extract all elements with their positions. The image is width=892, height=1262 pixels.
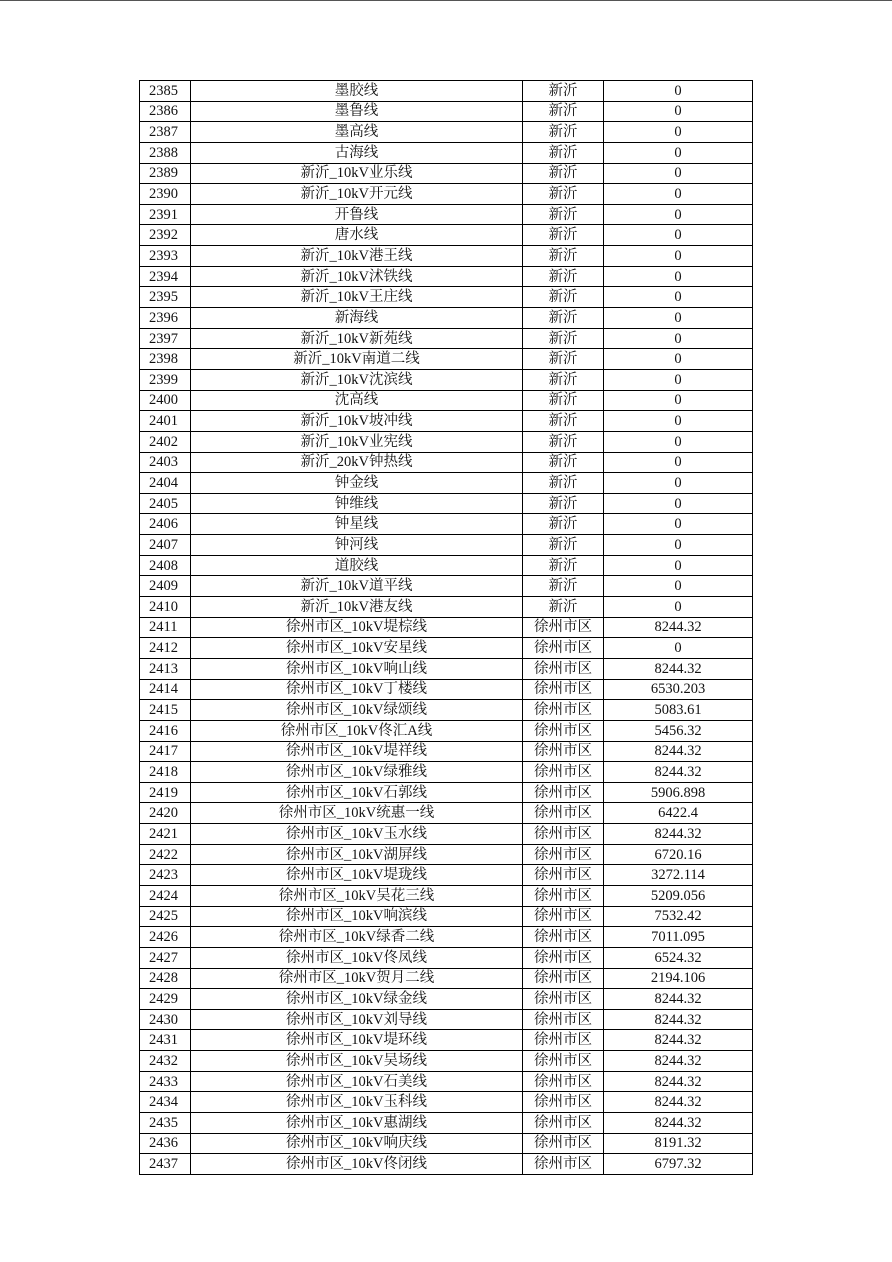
line-name-cell: 墨鲁线: [191, 101, 523, 122]
row-number-cell: 2417: [140, 741, 191, 762]
row-number-cell: 2394: [140, 266, 191, 287]
line-name-cell: 徐州市区_10kV响庆线: [191, 1133, 523, 1154]
table-row: [140, 865, 753, 886]
value-cell: 0: [604, 142, 753, 163]
region-cell: 徐州市区: [523, 617, 604, 638]
table-row: [140, 287, 753, 308]
table-row: [140, 679, 753, 700]
table-row: [140, 597, 753, 618]
line-name-cell: 徐州市区_10kV响山线: [191, 658, 523, 679]
value-cell: 8244.32: [604, 824, 753, 845]
table-row: [140, 638, 753, 659]
value-cell: 0: [604, 122, 753, 143]
line-name-cell: 新沂_10kV港王线: [191, 246, 523, 267]
value-cell: 6524.32: [604, 947, 753, 968]
row-number-cell: 2390: [140, 184, 191, 205]
value-cell: 0: [604, 597, 753, 618]
value-cell: 0: [604, 411, 753, 432]
region-cell: 徐州市区: [523, 885, 604, 906]
line-name-cell: 徐州市区_10kV绿雅线: [191, 762, 523, 783]
region-cell: 徐州市区: [523, 658, 604, 679]
region-cell: 新沂: [523, 163, 604, 184]
line-name-cell: 新沂_20kV钟热线: [191, 452, 523, 473]
region-cell: 徐州市区: [523, 700, 604, 721]
row-number-cell: 2392: [140, 225, 191, 246]
line-name-cell: 徐州市区_10kV堤祥线: [191, 741, 523, 762]
line-name-cell: 徐州市区_10kV湖屏线: [191, 844, 523, 865]
value-cell: 5906.898: [604, 782, 753, 803]
line-name-cell: 徐州市区_10kV堤珑线: [191, 865, 523, 886]
region-cell: 新沂: [523, 204, 604, 225]
region-cell: 徐州市区: [523, 824, 604, 845]
line-name-cell: 徐州市区_10kV丁楼线: [191, 679, 523, 700]
table-row: [140, 947, 753, 968]
row-number-cell: 2403: [140, 452, 191, 473]
row-number-cell: 2421: [140, 824, 191, 845]
value-cell: 0: [604, 204, 753, 225]
table-row: [140, 844, 753, 865]
value-cell: 0: [604, 431, 753, 452]
region-cell: 新沂: [523, 369, 604, 390]
table-row: [140, 1051, 753, 1072]
table-row: [140, 101, 753, 122]
row-number-cell: 2407: [140, 535, 191, 556]
line-name-cell: 徐州市区_10kV佟凤线: [191, 947, 523, 968]
value-cell: 0: [604, 349, 753, 370]
row-number-cell: 2422: [140, 844, 191, 865]
row-number-cell: 2423: [140, 865, 191, 886]
value-cell: 8191.32: [604, 1133, 753, 1154]
row-number-cell: 2432: [140, 1051, 191, 1072]
row-number-cell: 2419: [140, 782, 191, 803]
value-cell: 8244.32: [604, 741, 753, 762]
table-row: [140, 1071, 753, 1092]
table-row: [140, 266, 753, 287]
value-cell: 0: [604, 81, 753, 102]
line-name-cell: 徐州市区_10kV玉水线: [191, 824, 523, 845]
value-cell: 6530.203: [604, 679, 753, 700]
value-cell: 6720.16: [604, 844, 753, 865]
table-row: [140, 555, 753, 576]
value-cell: 5209.056: [604, 885, 753, 906]
region-cell: 徐州市区: [523, 782, 604, 803]
row-number-cell: 2401: [140, 411, 191, 432]
line-name-cell: 新沂_10kV沭铁线: [191, 266, 523, 287]
row-number-cell: 2386: [140, 101, 191, 122]
value-cell: 0: [604, 638, 753, 659]
table-row: [140, 700, 753, 721]
line-name-cell: 新沂_10kV业乐线: [191, 163, 523, 184]
region-cell: 新沂: [523, 184, 604, 205]
row-number-cell: 2397: [140, 328, 191, 349]
region-cell: 新沂: [523, 411, 604, 432]
region-cell: 新沂: [523, 349, 604, 370]
row-number-cell: 2387: [140, 122, 191, 143]
line-name-cell: 徐州市区_10kV刘导线: [191, 1009, 523, 1030]
row-number-cell: 2413: [140, 658, 191, 679]
row-number-cell: 2434: [140, 1092, 191, 1113]
table-row: [140, 989, 753, 1010]
row-number-cell: 2400: [140, 390, 191, 411]
row-number-cell: 2406: [140, 514, 191, 535]
line-name-cell: 钟星线: [191, 514, 523, 535]
row-number-cell: 2391: [140, 204, 191, 225]
line-name-cell: 新沂_10kV业宪线: [191, 431, 523, 452]
value-cell: 0: [604, 390, 753, 411]
row-number-cell: 2412: [140, 638, 191, 659]
row-number-cell: 2431: [140, 1030, 191, 1051]
region-cell: 徐州市区: [523, 968, 604, 989]
row-number-cell: 2416: [140, 720, 191, 741]
region-cell: 徐州市区: [523, 638, 604, 659]
value-cell: 0: [604, 266, 753, 287]
line-name-cell: 徐州市区_10kV吴花三线: [191, 885, 523, 906]
row-number-cell: 2393: [140, 246, 191, 267]
line-name-cell: 新沂_10kV南道二线: [191, 349, 523, 370]
value-cell: 8244.32: [604, 1071, 753, 1092]
region-cell: 新沂: [523, 142, 604, 163]
line-name-cell: 徐州市区_10kV吴场线: [191, 1051, 523, 1072]
row-number-cell: 2437: [140, 1154, 191, 1175]
region-cell: 新沂: [523, 122, 604, 143]
row-number-cell: 2426: [140, 927, 191, 948]
region-cell: 徐州市区: [523, 865, 604, 886]
row-number-cell: 2418: [140, 762, 191, 783]
region-cell: 新沂: [523, 81, 604, 102]
table-row: [140, 720, 753, 741]
line-name-cell: 徐州市区_10kV玉科线: [191, 1092, 523, 1113]
table-row: [140, 906, 753, 927]
table-row: [140, 885, 753, 906]
table-row: [140, 514, 753, 535]
value-cell: 8244.32: [604, 658, 753, 679]
value-cell: 0: [604, 246, 753, 267]
table-row: [140, 1009, 753, 1030]
value-cell: 2194.106: [604, 968, 753, 989]
region-cell: 徐州市区: [523, 1092, 604, 1113]
region-cell: 新沂: [523, 390, 604, 411]
table-row: [140, 741, 753, 762]
row-number-cell: 2428: [140, 968, 191, 989]
region-cell: 新沂: [523, 576, 604, 597]
line-name-cell: 新沂_10kV王庄线: [191, 287, 523, 308]
row-number-cell: 2427: [140, 947, 191, 968]
value-cell: 8244.32: [604, 1113, 753, 1134]
value-cell: 0: [604, 493, 753, 514]
row-number-cell: 2420: [140, 803, 191, 824]
region-cell: 新沂: [523, 266, 604, 287]
region-cell: 徐州市区: [523, 1009, 604, 1030]
value-cell: 0: [604, 308, 753, 329]
table-row: [140, 1092, 753, 1113]
line-name-cell: 墨高线: [191, 122, 523, 143]
region-cell: 徐州市区: [523, 844, 604, 865]
line-name-cell: 徐州市区_10kV响滨线: [191, 906, 523, 927]
line-name-cell: 新沂_10kV坡冲线: [191, 411, 523, 432]
table-row: [140, 617, 753, 638]
value-cell: 0: [604, 576, 753, 597]
table-row: [140, 493, 753, 514]
table-row: [140, 473, 753, 494]
row-number-cell: 2408: [140, 555, 191, 576]
line-name-cell: 徐州市区_10kV佟汇A线: [191, 720, 523, 741]
line-name-cell: 徐州市区_10kV绿颂线: [191, 700, 523, 721]
line-name-cell: 新沂_10kV开元线: [191, 184, 523, 205]
line-name-cell: 新沂_10kV沈滨线: [191, 369, 523, 390]
region-cell: 新沂: [523, 452, 604, 473]
row-number-cell: 2435: [140, 1113, 191, 1134]
row-number-cell: 2429: [140, 989, 191, 1010]
region-cell: 徐州市区: [523, 1030, 604, 1051]
value-cell: 0: [604, 328, 753, 349]
line-name-cell: 徐州市区_10kV石郭线: [191, 782, 523, 803]
table-row: [140, 184, 753, 205]
table-row: [140, 782, 753, 803]
region-cell: 新沂: [523, 225, 604, 246]
line-name-cell: 钟维线: [191, 493, 523, 514]
line-name-cell: 徐州市区_10kV佟闭线: [191, 1154, 523, 1175]
line-name-cell: 徐州市区_10kV堤环线: [191, 1030, 523, 1051]
table-row: [140, 246, 753, 267]
line-name-cell: 徐州市区_10kV统惠一线: [191, 803, 523, 824]
table-row: [140, 308, 753, 329]
region-cell: 新沂: [523, 555, 604, 576]
value-cell: 8244.32: [604, 989, 753, 1010]
line-name-cell: 徐州市区_10kV绿香二线: [191, 927, 523, 948]
row-number-cell: 2415: [140, 700, 191, 721]
region-cell: 徐州市区: [523, 803, 604, 824]
region-cell: 徐州市区: [523, 679, 604, 700]
table-row: [140, 390, 753, 411]
region-cell: 徐州市区: [523, 927, 604, 948]
region-cell: 徐州市区: [523, 1113, 604, 1134]
value-cell: 8244.32: [604, 762, 753, 783]
row-number-cell: 2404: [140, 473, 191, 494]
line-name-cell: 徐州市区_10kV堤棕线: [191, 617, 523, 638]
region-cell: 新沂: [523, 514, 604, 535]
table-row: [140, 142, 753, 163]
row-number-cell: 2409: [140, 576, 191, 597]
region-cell: 新沂: [523, 328, 604, 349]
value-cell: 0: [604, 101, 753, 122]
value-cell: 7532.42: [604, 906, 753, 927]
region-cell: 新沂: [523, 431, 604, 452]
region-cell: 新沂: [523, 473, 604, 494]
value-cell: 0: [604, 163, 753, 184]
table-row: [140, 81, 753, 102]
table-row: [140, 225, 753, 246]
value-cell: 7011.095: [604, 927, 753, 948]
region-cell: 新沂: [523, 308, 604, 329]
table-row: [140, 927, 753, 948]
line-name-cell: 徐州市区_10kV绿金线: [191, 989, 523, 1010]
line-name-cell: 道胶线: [191, 555, 523, 576]
table-row: [140, 411, 753, 432]
line-name-cell: 钟金线: [191, 473, 523, 494]
value-cell: 0: [604, 287, 753, 308]
line-name-cell: 新沂_10kV港友线: [191, 597, 523, 618]
table-row: [140, 576, 753, 597]
row-number-cell: 2396: [140, 308, 191, 329]
table-row: [140, 1133, 753, 1154]
value-cell: 0: [604, 514, 753, 535]
value-cell: 0: [604, 473, 753, 494]
row-number-cell: 2424: [140, 885, 191, 906]
line-name-cell: 徐州市区_10kV安星线: [191, 638, 523, 659]
region-cell: 徐州市区: [523, 741, 604, 762]
line-name-cell: 新沂_10kV新苑线: [191, 328, 523, 349]
line-name-cell: 沈高线: [191, 390, 523, 411]
row-number-cell: 2399: [140, 369, 191, 390]
row-number-cell: 2388: [140, 142, 191, 163]
line-name-cell: 钟河线: [191, 535, 523, 556]
row-number-cell: 2385: [140, 81, 191, 102]
row-number-cell: 2411: [140, 617, 191, 638]
row-number-cell: 2430: [140, 1009, 191, 1030]
line-name-cell: 新沂_10kV道平线: [191, 576, 523, 597]
value-cell: 8244.32: [604, 1092, 753, 1113]
table-row: [140, 803, 753, 824]
value-cell: 0: [604, 452, 753, 473]
table-row: [140, 535, 753, 556]
region-cell: 徐州市区: [523, 1154, 604, 1175]
region-cell: 徐州市区: [523, 1071, 604, 1092]
region-cell: 徐州市区: [523, 947, 604, 968]
line-name-cell: 徐州市区_10kV贺月二线: [191, 968, 523, 989]
table-row: [140, 1113, 753, 1134]
table-row: [140, 968, 753, 989]
row-number-cell: 2395: [140, 287, 191, 308]
region-cell: 新沂: [523, 493, 604, 514]
region-cell: 新沂: [523, 535, 604, 556]
value-cell: 8244.32: [604, 1009, 753, 1030]
value-cell: 8244.32: [604, 1051, 753, 1072]
region-cell: 徐州市区: [523, 989, 604, 1010]
region-cell: 新沂: [523, 101, 604, 122]
table-row: [140, 328, 753, 349]
value-cell: 0: [604, 225, 753, 246]
value-cell: 5083.61: [604, 700, 753, 721]
row-number-cell: 2389: [140, 163, 191, 184]
table-row: [140, 349, 753, 370]
row-number-cell: 2398: [140, 349, 191, 370]
row-number-cell: 2405: [140, 493, 191, 514]
row-number-cell: 2425: [140, 906, 191, 927]
value-cell: 0: [604, 184, 753, 205]
table-row: [140, 163, 753, 184]
line-name-cell: 古海线: [191, 142, 523, 163]
region-cell: 新沂: [523, 287, 604, 308]
region-cell: 徐州市区: [523, 762, 604, 783]
region-cell: 新沂: [523, 246, 604, 267]
row-number-cell: 2433: [140, 1071, 191, 1092]
table-body: [140, 81, 753, 1175]
value-cell: 0: [604, 535, 753, 556]
table-row: [140, 122, 753, 143]
table-row: [140, 369, 753, 390]
value-cell: 5456.32: [604, 720, 753, 741]
value-cell: 3272.114: [604, 865, 753, 886]
region-cell: 徐州市区: [523, 720, 604, 741]
row-number-cell: 2414: [140, 679, 191, 700]
region-cell: 徐州市区: [523, 1133, 604, 1154]
feeder-line-table: [139, 80, 753, 1175]
table-row: [140, 824, 753, 845]
line-name-cell: 徐州市区_10kV惠湖线: [191, 1113, 523, 1134]
row-number-cell: 2436: [140, 1133, 191, 1154]
line-name-cell: 徐州市区_10kV石美线: [191, 1071, 523, 1092]
row-number-cell: 2410: [140, 597, 191, 618]
table-row: [140, 762, 753, 783]
region-cell: 徐州市区: [523, 906, 604, 927]
line-name-cell: 唐水线: [191, 225, 523, 246]
line-name-cell: 新海线: [191, 308, 523, 329]
table-row: [140, 431, 753, 452]
region-cell: 新沂: [523, 597, 604, 618]
table-row: [140, 204, 753, 225]
table-row: [140, 658, 753, 679]
line-name-cell: 开鲁线: [191, 204, 523, 225]
region-cell: 徐州市区: [523, 1051, 604, 1072]
value-cell: 0: [604, 555, 753, 576]
value-cell: 6422.4: [604, 803, 753, 824]
value-cell: 8244.32: [604, 1030, 753, 1051]
value-cell: 0: [604, 369, 753, 390]
line-name-cell: 墨胶线: [191, 81, 523, 102]
table-row: [140, 1154, 753, 1175]
row-number-cell: 2402: [140, 431, 191, 452]
value-cell: 8244.32: [604, 617, 753, 638]
value-cell: 6797.32: [604, 1154, 753, 1175]
page-top-rule: [0, 0, 892, 1]
table-row: [140, 452, 753, 473]
table-row: [140, 1030, 753, 1051]
